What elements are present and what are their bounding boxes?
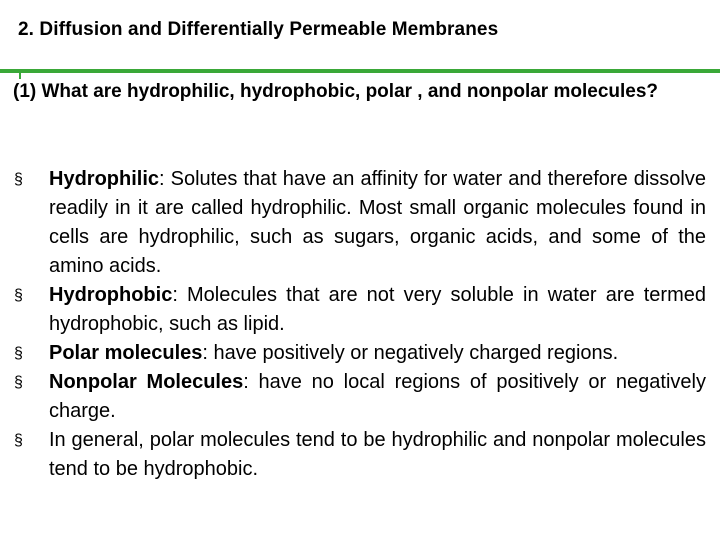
bullet-item-hydrophobic: [14, 281, 706, 339]
title-divider-tick: [19, 73, 21, 79]
slide-title: 2. Diffusion and Differentially Permeable Membranes: [18, 19, 499, 40]
bullet-item-polar: [14, 339, 706, 368]
bullet-marker: §: [14, 171, 23, 188]
bullet-text: In general, polar molecules tend to be hydrophilic and nonpolar molecules tend to be hydrophobic.: [49, 429, 706, 480]
bullet-text: : have positively or negatively charged regions.: [202, 342, 619, 364]
bullet-term: Hydrophilic: [49, 168, 160, 190]
bullet-text: : have no local regions of positively or negatively charge.: [49, 371, 706, 422]
title-divider: [0, 69, 720, 73]
bullet-item-general: [14, 426, 706, 484]
bullet-text: : Solutes that have an affinity for water and therefore dissolve readily in it are called hydrophilic. Most small organic molecules found in cells are hydrophilic, such as sugars, organic acids, and some of the amino acids.: [49, 168, 706, 277]
bullet-term: Nonpolar Molecules: [49, 371, 244, 393]
bullet-marker: §: [14, 345, 23, 362]
question-heading: (1) What are hydrophilic, hydrophobic, polar , and nonpolar molecules?: [13, 81, 659, 102]
bullet-marker: §: [14, 432, 23, 449]
bullet-list: [14, 165, 706, 484]
bullet-item-nonpolar: [14, 368, 706, 426]
bullet-term: Hydrophobic: [49, 284, 173, 306]
bullet-marker: §: [14, 287, 23, 304]
bullet-term: Polar molecules: [49, 342, 203, 364]
bullet-item-hydrophilic: [14, 165, 706, 281]
bullet-text: : Molecules that are not very soluble in water are termed hydrophobic, such as lipid.: [49, 284, 706, 335]
bullet-marker: §: [14, 374, 23, 391]
